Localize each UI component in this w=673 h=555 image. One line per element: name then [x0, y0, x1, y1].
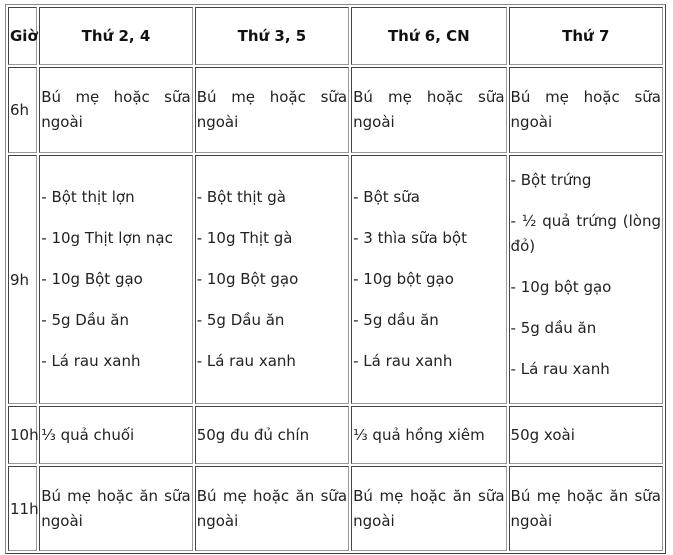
hour-cell: 6h: [8, 67, 37, 153]
list-item: - 10g Bột gạo: [41, 270, 143, 288]
table-row: [8, 406, 663, 464]
list-item: - 10g Thịt gà: [196, 229, 293, 247]
meal-list-cell: [39, 155, 192, 404]
meal-list-cell: [509, 155, 663, 404]
header-mon-wed: Thứ 2, 4: [39, 7, 192, 65]
header-hour: Giờ: [8, 7, 37, 65]
list-item: - 5g Dầu ăn: [41, 311, 129, 329]
meal-cell: Bú mẹ hoặc ăn sữa ngoài: [39, 466, 192, 551]
header-row: [8, 7, 663, 65]
list-item: - 10g bột gạo: [353, 270, 454, 288]
list-item: - 5g dầu ăn: [353, 311, 439, 329]
header-tue-thu: Thứ 3, 5: [195, 7, 349, 65]
meal-cell: Bú mẹ hoặc sữa ngoài: [509, 67, 663, 153]
meal-cell: Bú mẹ hoặc ăn sữa ngoài: [509, 466, 663, 551]
meal-cell: ⅓ quả hồng xiêm: [351, 406, 506, 464]
list-item: - Lá rau xanh: [353, 352, 453, 370]
meal-list-cell: [351, 155, 506, 404]
list-item: - Bột trứng: [510, 170, 592, 189]
list-item: - Lá rau xanh: [41, 352, 141, 370]
list-item: - 3 thìa sữa bột: [353, 229, 467, 247]
meal-cell: Bú mẹ hoặc sữa ngoài: [351, 67, 506, 153]
meal-cell: Bú mẹ hoặc ăn sữa ngoài: [195, 466, 349, 551]
list-item: - Lá rau xanh: [196, 352, 296, 370]
hour-cell: 11h: [8, 466, 37, 551]
meal-cell: 50g đu đủ chín: [195, 406, 349, 464]
list-item: - 5g Dầu ăn: [196, 311, 285, 329]
table-row: [8, 155, 663, 404]
meal-list-cell: [195, 155, 349, 404]
list-item: - 10g Thịt lợn nạc: [41, 229, 173, 247]
list-item: - 5g dầu ăn: [510, 318, 597, 337]
meal-schedule-table: [5, 4, 666, 554]
table-row: [8, 466, 663, 551]
list-item: - ½ quả trứng (lòng đỏ): [510, 211, 661, 255]
list-item: - Bột thịt lợn: [41, 188, 135, 206]
list-item: - 10g bột gạo: [510, 277, 612, 296]
meal-cell: Bú mẹ hoặc sữa ngoài: [195, 67, 349, 153]
list-item: - Lá rau xanh: [510, 359, 610, 378]
meal-cell: 50g xoài: [509, 406, 663, 464]
hour-cell: 9h: [8, 155, 37, 404]
header-fri-sun: Thứ 6, CN: [351, 7, 506, 65]
meal-cell: ⅓ quả chuối: [39, 406, 192, 464]
hour-cell: 10h: [8, 406, 37, 464]
list-item: - Bột thịt gà: [196, 188, 286, 206]
meal-cell: Bú mẹ hoặc ăn sữa ngoài: [351, 466, 506, 551]
header-sat: Thứ 7: [509, 7, 663, 65]
meal-cell: Bú mẹ hoặc sữa ngoài: [39, 67, 192, 153]
list-item: - 10g Bột gạo: [196, 270, 299, 288]
list-item: - Bột sữa: [353, 188, 420, 206]
table-row: [8, 67, 663, 153]
